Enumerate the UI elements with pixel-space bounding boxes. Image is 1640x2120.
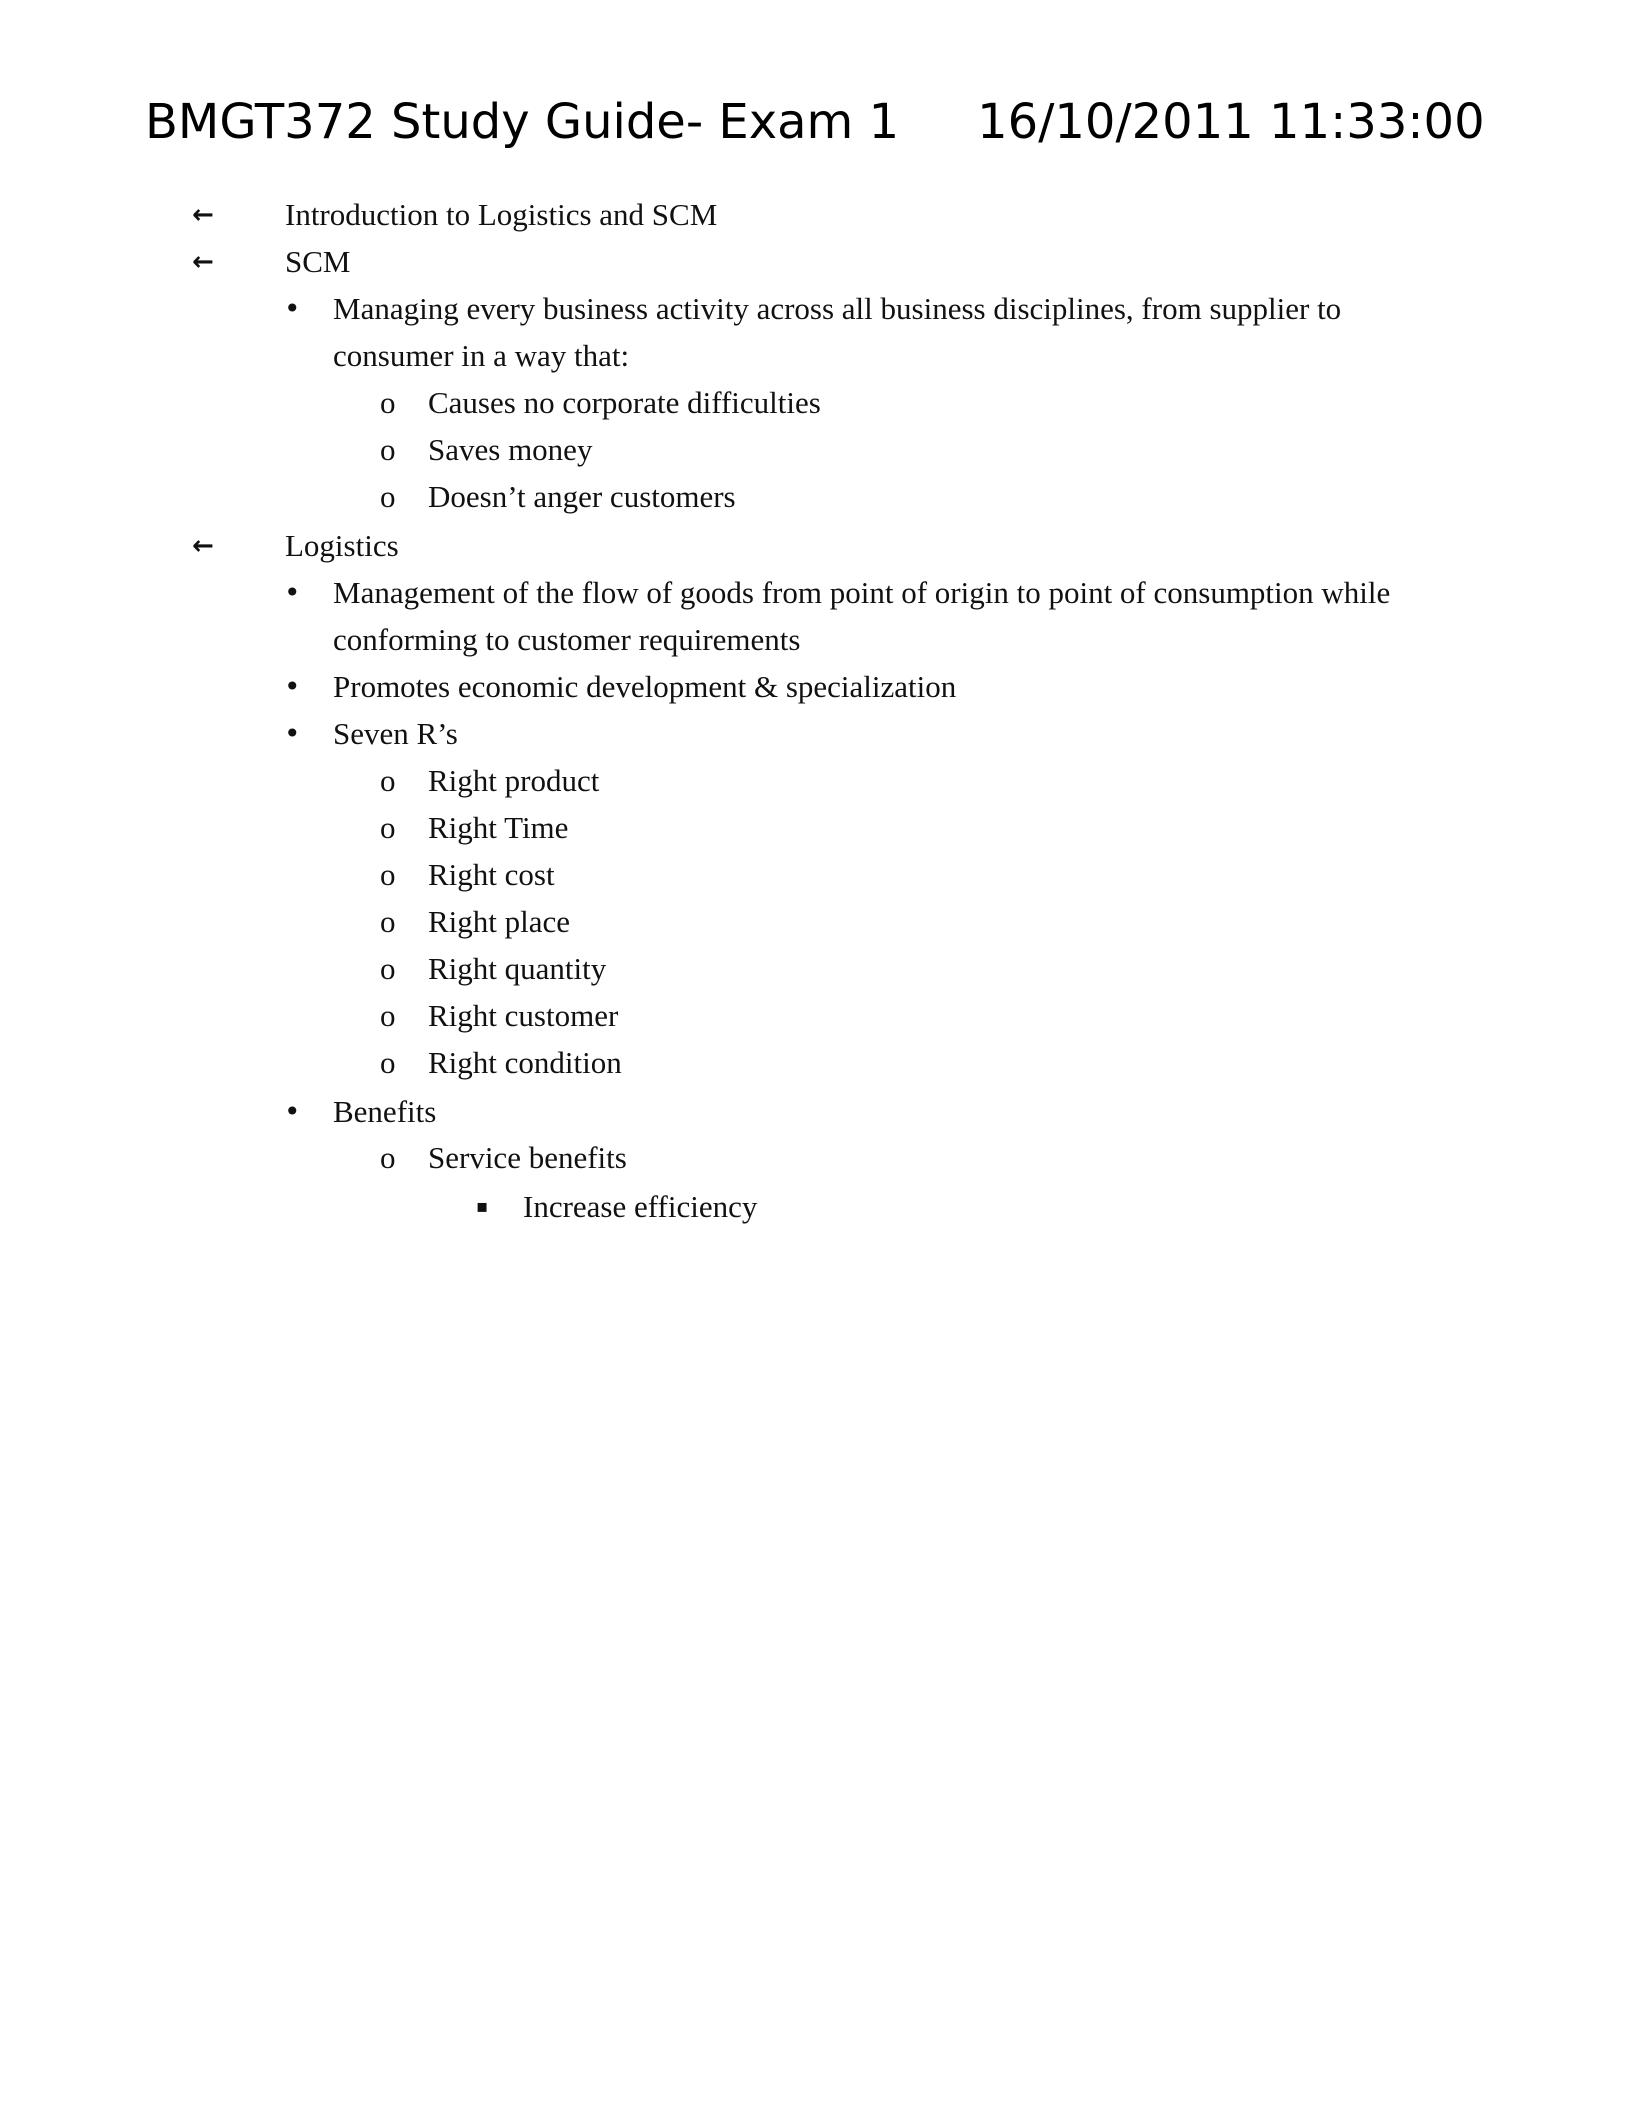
arrow-bullet-icon: ← (192, 200, 214, 230)
seven-rs-label: Seven R’s (333, 716, 458, 751)
efficiency-label: Increase efficiency (523, 1189, 758, 1224)
service-benefits-label: Service benefits (428, 1140, 627, 1175)
circle-bullet-icon: o (380, 951, 396, 986)
seven-rs-item-label: Right condition (428, 1045, 622, 1080)
circle-bullet-icon: o (380, 432, 396, 467)
outline-item-label: Logistics (285, 528, 399, 563)
circle-bullet-icon: o (380, 998, 396, 1033)
seven-rs-item-label: Right place (428, 904, 571, 939)
circle-bullet-icon: o (380, 763, 396, 798)
seven-rs-item-label: Right cost (428, 857, 555, 892)
logistics-definition-text (333, 573, 1390, 660)
circle-bullet-icon: o (380, 857, 396, 892)
logistics-development-label: Promotes economic development & specialization (333, 669, 957, 704)
seven-rs-item-label: Right quantity (428, 951, 607, 986)
logistics-definition-line-2: conforming to customer requirements (333, 622, 801, 657)
bullet-icon: • (284, 292, 301, 325)
arrow-bullet-icon: ← (192, 531, 214, 561)
scm-point-label: Doesn’t anger customers (428, 479, 736, 514)
bullet-icon: • (284, 1095, 301, 1128)
document-title: BMGT372 Study Guide- Exam 1 (145, 94, 900, 150)
circle-bullet-icon: o (380, 1045, 396, 1080)
seven-rs-item-label: Right Time (428, 810, 569, 845)
circle-bullet-icon: o (380, 1140, 396, 1175)
document-timestamp: 16/10/2011 11:33:00 (977, 94, 1485, 150)
logistics-definition-line-1: Management of the flow of goods from point of origin to point of consumption while (333, 575, 1391, 610)
seven-rs-item-label: Right customer (428, 998, 619, 1033)
scm-point-label: Causes no corporate difficulties (428, 385, 821, 420)
outline-item-label: SCM (285, 244, 351, 279)
circle-bullet-icon: o (380, 904, 396, 939)
scm-definition-line-2: consumer in a way that: (333, 338, 630, 373)
square-bullet-icon: ▪ (476, 1196, 489, 1217)
bullet-icon: • (284, 576, 301, 609)
bullet-icon: • (284, 670, 301, 703)
circle-bullet-icon: o (380, 810, 396, 845)
seven-rs-item-label: Right product (428, 763, 600, 798)
bullet-icon: • (284, 717, 301, 750)
scm-definition-line-1: Managing every business activity across all business disciplines, from supplier to (333, 291, 1342, 326)
circle-bullet-icon: o (380, 385, 396, 420)
arrow-bullet-icon: ← (192, 247, 214, 277)
document-header (145, 92, 1485, 152)
benefits-label: Benefits (333, 1094, 437, 1129)
circle-bullet-icon: o (380, 479, 396, 514)
scm-point-label: Saves money (428, 432, 593, 467)
outline-item-label: Introduction to Logistics and SCM (285, 197, 718, 232)
scm-definition-text (333, 289, 1341, 376)
